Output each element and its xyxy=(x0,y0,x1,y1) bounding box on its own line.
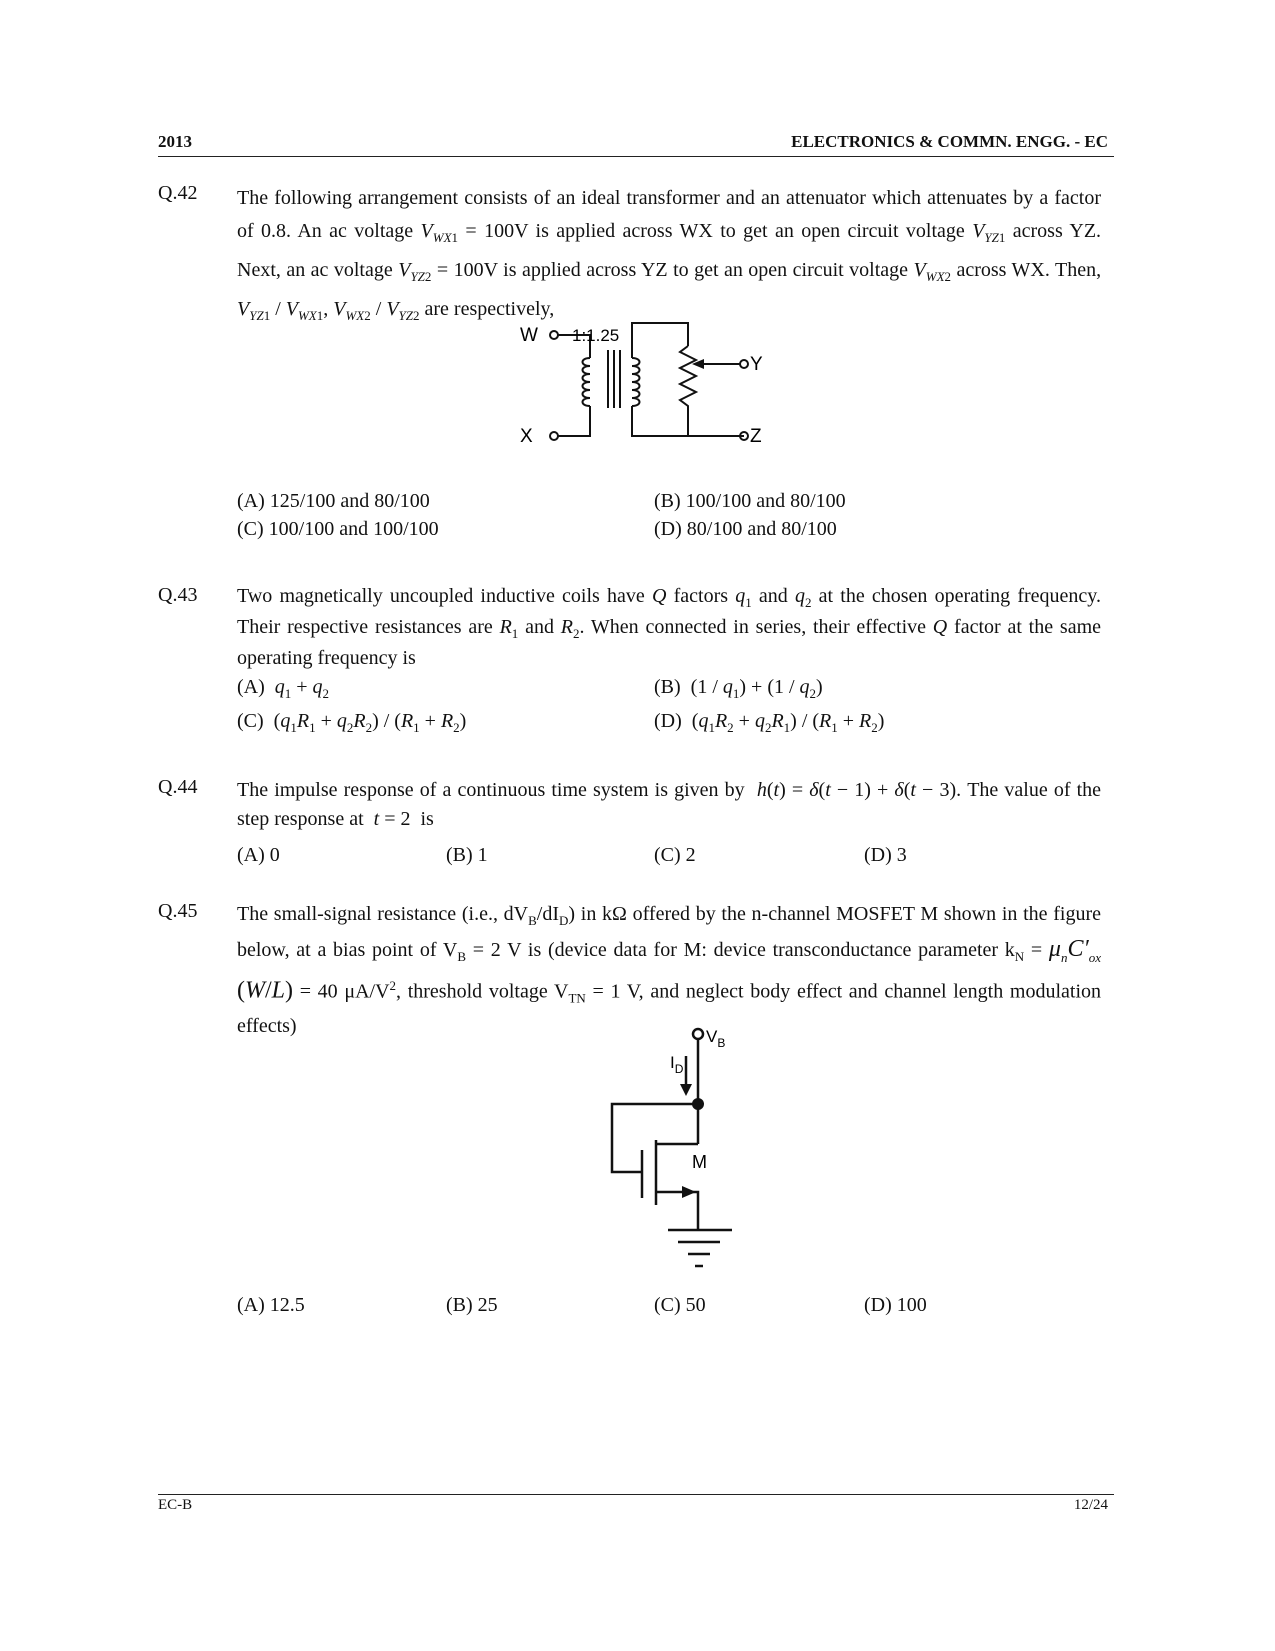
transformer-attenuator-circuit xyxy=(520,318,800,463)
page-number: 12/24 xyxy=(1073,1497,1108,1513)
header-rule xyxy=(158,156,1114,157)
q44-option-b[interactable]: (B) 1 xyxy=(446,844,488,866)
q42-option-b[interactable]: (B) 100/100 and 80/100 xyxy=(654,490,846,512)
mosfet-circuit xyxy=(600,1020,780,1275)
label-id: $I_D$ xyxy=(670,1053,684,1076)
q43-number: Q.43 xyxy=(158,584,198,606)
label-z: Z xyxy=(750,426,762,447)
q43-option-c[interactable]: (C) $(q_1R_1 + q_2R_2) / (R_1 + R_2)$ xyxy=(237,710,467,735)
exam-subject: ELECTRONICS & COMMN. ENGG. - EC xyxy=(791,132,1108,151)
secondary-coil xyxy=(632,358,640,406)
terminal-y xyxy=(740,360,748,368)
q42-text: The following arrangement consists of an ideal transformer and an attenuator which attenuates by a factor of 0.8. An ac voltage $V_{WX1} = 100V$ is applied across WX to get an open circuit voltage $V_{YZ1}$ across YZ. Next, an ac voltage $V_{YZ2} = 100V$ is applied across YZ to get an open circuit voltage $V_{WX2}$ across WX. Then, $V_{YZ1} / V_{WX1}$, $V_{WX2} / V_{YZ2}$ are respectively, xyxy=(237,187,1102,323)
label-w: W xyxy=(520,325,538,346)
source-arrow xyxy=(682,1186,696,1198)
label-x: X xyxy=(520,426,533,447)
q45-option-c[interactable]: (C) 50 xyxy=(654,1294,706,1316)
footer-rule xyxy=(158,1494,1114,1495)
q44-text: The impulse response of a continuous time system is given by h(t) = δ(t − 1) + δ(t − 3). The value of the step response at t = 2 is xyxy=(237,779,1102,830)
q42-option-a[interactable]: (A) 125/100 and 80/100 xyxy=(237,490,430,512)
q45-text: The small-signal resistance (i.e., $dV_B/dI_D$) in kΩ offered by the n-channel MOSFET M shown in the figure below, at a bias point of $V_B = 2$ V is (device data for M: device transconductance parameter $k_N = \mu_nC'_{ox}$ (W/L) = 40 $\mu A/V^2$, threshold voltage $V_{TN} = 1$ V, and neglect body effect and channel length modulation effects) xyxy=(237,903,1102,1038)
paper-code: EC-B xyxy=(158,1497,193,1513)
q44-option-a[interactable]: (A) 0 xyxy=(237,844,280,866)
q43-text: Two magnetically uncoupled inductive coils have Q factors $q_1$ and $q_2$ at the chosen operating frequency. Their respective resistances are $R_1$ and $R_2$. When connected in series, their effective Q factor at the same operating frequency is xyxy=(237,585,1101,669)
vb-terminal xyxy=(693,1029,703,1039)
q45-option-d[interactable]: (D) 100 xyxy=(864,1294,927,1316)
terminal-x xyxy=(550,432,558,440)
q45-option-b[interactable]: (B) 25 xyxy=(446,1294,498,1316)
junction-dot xyxy=(692,1098,704,1110)
q44-option-d[interactable]: (D) 3 xyxy=(864,844,907,866)
terminal-w xyxy=(550,331,558,339)
turns-ratio: 1:1.25 xyxy=(572,326,620,345)
q44-option-c[interactable]: (C) 2 xyxy=(654,844,696,866)
q42-option-c[interactable]: (C) 100/100 and 100/100 xyxy=(237,518,439,540)
primary-coil xyxy=(583,358,591,406)
q45-option-a[interactable]: (A) 12.5 xyxy=(237,1294,305,1316)
q43-option-b[interactable]: (B) $(1 / q_1) + (1 / q_2)$ xyxy=(654,676,823,701)
q43-option-d[interactable]: (D) $(q_1R_2 + q_2R_1) / (R_1 + R_2)$ xyxy=(654,710,885,735)
label-y: Y xyxy=(750,354,763,375)
label-vb: $V_B$ xyxy=(706,1027,726,1050)
q42-number: Q.42 xyxy=(158,182,198,204)
label-m: M xyxy=(692,1152,707,1172)
exam-year: 2013 xyxy=(158,132,192,151)
potentiometer-resistor xyxy=(680,346,696,436)
id-arrow-head xyxy=(680,1084,692,1096)
q44-number: Q.44 xyxy=(158,776,198,798)
q45-number: Q.45 xyxy=(158,900,198,922)
q42-option-d[interactable]: (D) 80/100 and 80/100 xyxy=(654,518,837,540)
q43-option-a[interactable]: (A) $q_1 + q_2$ xyxy=(237,676,330,701)
